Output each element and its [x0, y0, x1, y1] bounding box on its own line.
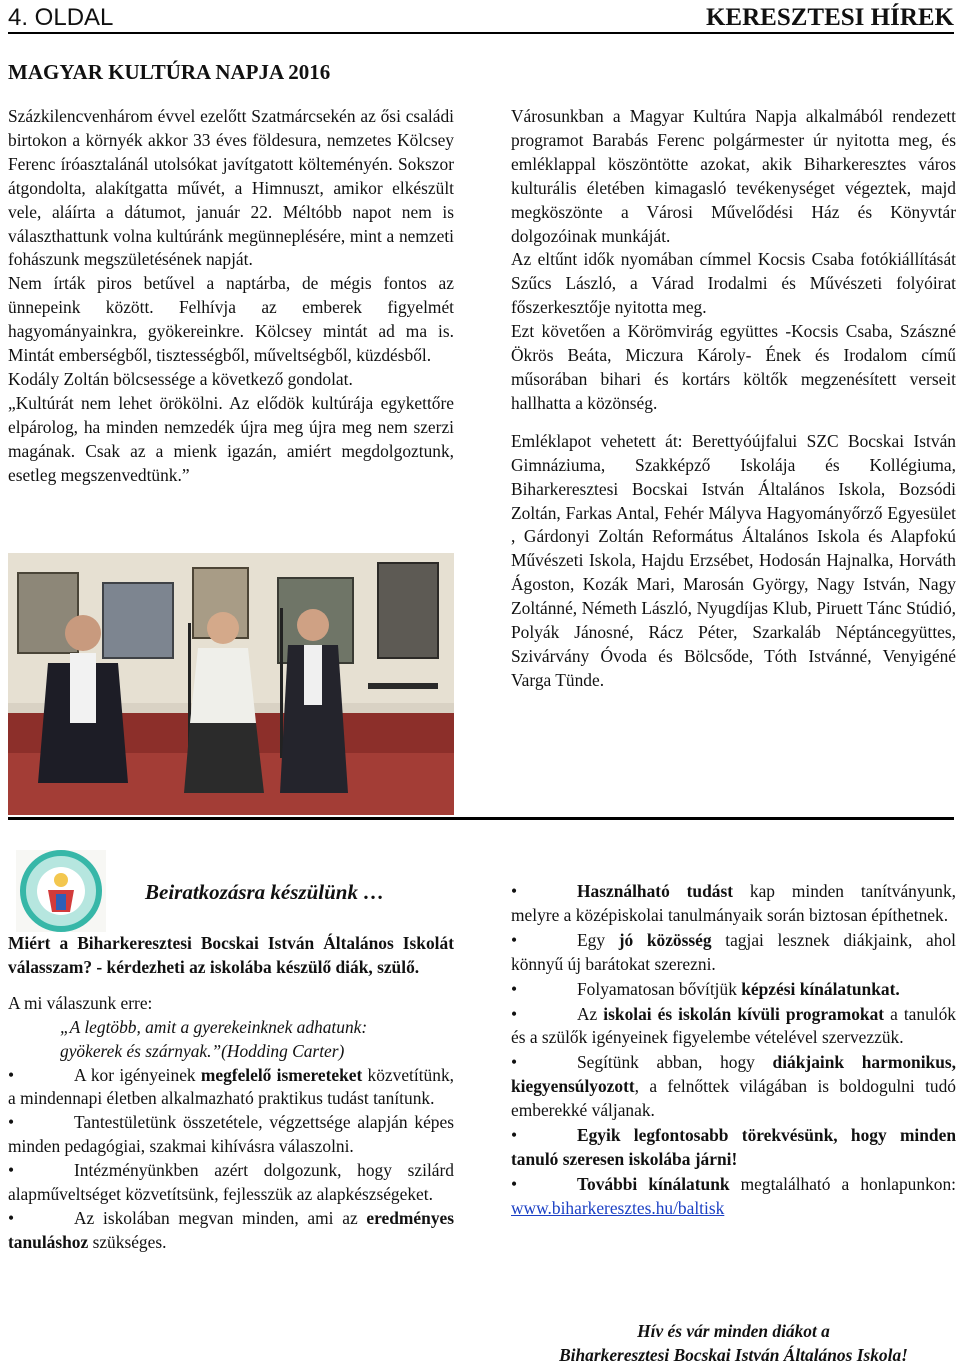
footer-line: Hív és vár minden diákot a	[637, 1321, 830, 1341]
bullet-item: • További kínálatunk megtalálható a honlapunkon: www.biharkeresztes.hu/baltisk	[511, 1173, 956, 1218]
concert-photo	[8, 553, 454, 815]
header-rule	[8, 32, 954, 34]
bullet-icon: •	[511, 1003, 518, 1024]
enrollment-left-column	[8, 932, 454, 1255]
bullet-item: • Intézményünkben azért dolgozunk, hogy szilárd alapműveltséget közvetítsünk, fejlesszük az alapkészségeket.	[8, 1160, 454, 1205]
section-divider	[8, 817, 954, 820]
article-left-column	[8, 105, 454, 488]
article-paragraph: Az eltűnt idők nyomában címmel Kocsis Csaba fotókiállítását Szűcs László, a Várad Irodalmi és Művészeti folyóirat főszerkesztője nyitotta meg.	[511, 249, 956, 318]
bullet-icon: •	[511, 929, 518, 950]
article-title: MAGYAR KULTÚRA NAPJA 2016	[8, 60, 331, 84]
school-logo	[16, 850, 106, 932]
article-paragraph: Százkilencvenhárom évvel ezelőtt Szatmárcsekén az ősi családi birtokon a környék akkor 33 éves földesura, nemzetes Kölcsey Ferenc íróasztalánál utolsókat javítgatott költeményén. Sokszor átgondolta, alakítgatta művét, a Himnuszt, amikor elkészült vele, aláírta a dátumot, január 22. Méltóbb napot nem is választhattunk volna kultúránk megünneplésére, mint a nemzeti fohászunk megszületésének napját.	[8, 106, 454, 270]
bullet-item: • Az iskolában megvan minden, ami az eredményes tanuláshoz szükséges.	[8, 1207, 454, 1252]
bullet-item: • Tantestületünk összetétele, végzettsége alapján képes minden pedagógiai, szakmai kihívásra válaszolni.	[8, 1112, 454, 1157]
bullet-icon: •	[511, 978, 518, 999]
enrollment-question: Miért a Biharkeresztesi Bocskai István Általános Iskolát válasszam? - kérdezheti az iskolába készülő diák, szülő.	[8, 933, 454, 977]
quote-line: „A legtöbb, amit a gyerekeinknek adhatunk:	[60, 1016, 368, 1037]
article-right-column	[511, 105, 956, 693]
school-website-link[interactable]: www.biharkeresztes.hu/baltisk	[511, 1197, 725, 1218]
bullet-icon: •	[511, 881, 518, 901]
article-paragraph: Városunkban a Magyar Kultúra Napja alkalmából rendezett programot Barabás Ferenc polgármester úr nyitotta meg, és emléklappal köszöntötte azokat, akik Biharkeresztes város kulturális életében kimagasló tevékenységet végeztek, majd megköszönte a Városi Művelődési Ház és Könyvtár dolgozóinak munkáját.	[511, 106, 956, 246]
bullet-icon: •	[511, 1125, 518, 1146]
bullet-icon: •	[511, 1052, 518, 1073]
bullet-item: • A kor igényeinek megfelelő ismereteket közvetítünk, a mindennapi életben alkalmazható praktikus tudást tanítunk.	[8, 1064, 454, 1109]
bullet-item: • Használható tudást kap minden tanítványunk, melyre a középiskolai tanulmányaik során biztosan építhetnek.	[511, 881, 957, 925]
bullet-item: • Az iskolai és iskolán kívüli programokat a tanulók és a szülők igényeinek figyelembe vételével szervezzük.	[511, 1003, 957, 1048]
article-paragraph: Emléklapot vehetett át: Berettyóújfalui SZC Bocskai István Gimnáziuma, Szakképző Iskolája és Kollégiuma, Biharkeresztesi Bocskai István Általános Iskola, Bozsódi Zoltán, Farkas Antal, Fehér Mályva Hagyományőrző Egyesület , Gárdonyi Zoltán Református Általános Iskola és Alapfokú Művészeti Iskola, Hajdu Erzsébet, Hodosán Hajnalka, Horváth Ágoston, Kozák Mari, Marosán György, Nagy István, Nagy Zoltánné, Németh László, Nyugdíjas Klub, Piruett Tánc Stúdió, Polyák Jánosné, Rácz Péter, Szarkaláb Néptáncegyüttes, Szivárvány Óvoda és Bölcsőde, Tóth Istvánné, Venyigéné Varga Tünde.	[511, 430, 956, 690]
enrollment-title: Beiratkozásra készülünk …	[145, 880, 385, 904]
newspaper-title: KERESZTESI HÍREK	[705, 4, 954, 31]
bullet-icon: •	[511, 1173, 518, 1194]
bullet-icon: •	[8, 1207, 15, 1228]
answer-intro: A mi válaszunk erre:	[8, 992, 153, 1013]
bullet-item: • Segítünk abban, hogy diákjaink harmonikus, kiegyensúlyozott, a felnőttek világában is boldogulni tudó emberekké váljanak.	[511, 1052, 956, 1121]
enrollment-right-column	[511, 880, 956, 1222]
bullet-item: • Egy jó közösség tagjai lesznek diákjaink, ahol könnyű új barátokat szerezni.	[511, 929, 956, 974]
enrollment-footer	[511, 1320, 956, 1368]
bullet-item: • Folyamatosan bővítjük képzési kínálatunkat.	[511, 978, 956, 1002]
page-number: 4. OLDAL	[8, 4, 114, 31]
article-paragraph: Ezt követően a Körömvirág együttes -Kocsis Csaba, Szászné Ökrös Beáta, Miczura Károly- Ének és Irodalom című műsorában bihari és kortárs költők megzenésített verseit hallhatta a közönség.	[511, 321, 956, 413]
quote-line: gyökerek és szárnyak.”(Hodding Carter)	[60, 1040, 345, 1061]
bullet-icon: •	[8, 1064, 15, 1085]
article-paragraph: „Kultúrát nem lehet örökölni. Az elődök kultúrája egykettőre elpárolog, ha minden nemzedék újra meg újra meg nem szerzi magának. Csak az a mienk igazán, amiért megdolgoztunk, esetleg megszenvedtünk.”	[8, 392, 454, 485]
article-paragraph: Nem írták piros betűvel a naptárba, de mégis fontos az ünnepeink között. Felhívja az emberek figyelmét hagyományainkra, gyökereinkre. Kölcsey mintát ad ma is. Mintát emberségből, tisztességből, műveltségből, küzdésből.	[8, 273, 454, 366]
footer-line: Biharkeresztesi Bocskai István Általános Iskola!	[559, 1344, 908, 1365]
article-paragraph: Kodály Zoltán bölcsessége a következő gondolat.	[8, 368, 353, 389]
bullet-icon: •	[8, 1112, 15, 1133]
bullet-item: • Egyik legfontosabb törekvésünk, hogy minden tanuló szeresen iskolába járni!	[511, 1125, 956, 1169]
bullet-icon: •	[8, 1160, 15, 1181]
